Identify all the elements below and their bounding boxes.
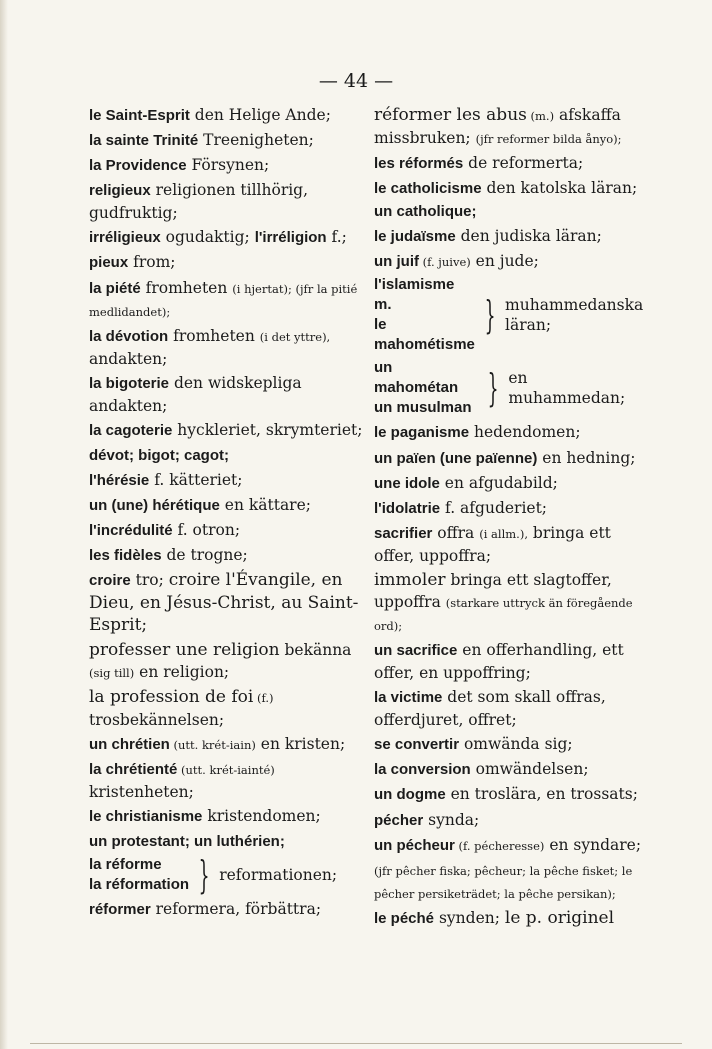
dictionary-entry: [374, 783, 646, 806]
translation: det som skall offras, offerdjuret, offret;: [374, 688, 606, 730]
french-phrase: immoler: [374, 569, 446, 590]
translation: den Helige Ande;: [189, 106, 331, 124]
headword: la chrétienté: [89, 760, 178, 778]
dictionary-entry: [89, 444, 364, 467]
dictionary-entry: [89, 419, 364, 442]
translation: reformationen;: [219, 866, 338, 885]
brace-terms: [89, 855, 189, 895]
dictionary-entry: [374, 733, 646, 756]
usage-note: (utt. krét-iain): [169, 737, 256, 752]
translation: omwända sig;: [459, 735, 573, 754]
headword: un dogme: [374, 786, 446, 804]
headword: un catholique;: [374, 203, 477, 221]
translation: en jude;: [470, 252, 539, 271]
headword: la Providence: [89, 157, 187, 175]
dictionary-entry: [374, 472, 646, 495]
translation: muhammedanska läran;: [505, 296, 644, 335]
dictionary-entry: [89, 469, 364, 492]
dictionary-entry: [374, 639, 646, 684]
dictionary-entry: [89, 372, 364, 417]
dictionary-entry: [89, 544, 364, 567]
headword: un musulman: [374, 399, 472, 417]
usage-note: (i det yttre),: [259, 329, 331, 344]
headword: l'irréligion: [254, 229, 327, 247]
dictionary-entry: [374, 907, 646, 930]
translation: f.;: [326, 228, 347, 247]
translation: f. afguderiet;: [440, 498, 548, 517]
usage-note: (f. pécheresse): [454, 838, 545, 853]
usage-note: (starkare uttryck än föregående ord);: [374, 595, 633, 633]
translation: tro;: [130, 571, 169, 590]
translation: en kättare;: [219, 496, 311, 515]
dictionary-entry: [374, 569, 646, 637]
brace-terms: [374, 275, 475, 355]
headword: se convertir: [374, 736, 460, 754]
translation: from;: [128, 253, 176, 272]
curly-brace: }: [484, 293, 496, 338]
headword: le catholicisme: [374, 180, 482, 198]
usage-note: (f.): [253, 690, 274, 705]
french-phrase: croire l'Évangile, en Dieu, en Jésus-Christ, au Saint-Esprit;: [89, 570, 359, 636]
translation: en hedning;: [537, 448, 636, 467]
translation: fromheten: [140, 278, 233, 297]
dictionary-entry: [89, 758, 364, 803]
translation: de trogne;: [161, 546, 248, 565]
dictionary-entry: [89, 154, 364, 177]
page-edge: [0, 0, 8, 1049]
translation: trosbekännelsen;: [89, 710, 225, 729]
translation: en muhammedan;: [508, 369, 626, 408]
headword: un païen (une païenne): [374, 449, 538, 467]
usage-note: (jfr reformer bilda ånyo);: [475, 132, 622, 146]
translation: en religion;: [134, 662, 230, 681]
translation: offra: [432, 523, 480, 542]
translation: en syndare;: [544, 835, 642, 854]
dictionary-entry: [89, 179, 364, 224]
headword: un pécheur: [374, 836, 455, 854]
translation: hedendomen;: [469, 423, 581, 442]
headword: un (une) hérétique: [89, 497, 220, 515]
brace-terms: [374, 358, 478, 418]
headword: dévot; bigot; cagot;: [89, 446, 229, 464]
headword: la réformation: [89, 876, 190, 894]
headword: le judaïsme: [374, 228, 456, 246]
usage-note: (sig till): [89, 665, 135, 680]
translation: Treenigheten;: [198, 131, 314, 150]
dictionary-entry: [374, 497, 646, 520]
french-phrase: la profession de foi: [89, 686, 254, 707]
headword: l'hérésie: [89, 472, 150, 490]
translation: ogudaktig;: [160, 228, 255, 247]
headword: l'idolatrie: [374, 499, 441, 517]
headword: le paganisme: [374, 424, 470, 442]
translation: en troslära, en trossats;: [445, 785, 638, 804]
usage-note: (f. juive): [419, 255, 471, 270]
headword: l'islamisme m.: [374, 276, 455, 314]
left-column: [89, 104, 364, 923]
dictionary-entry: [374, 809, 646, 832]
translation: den widskepliga andakten;: [89, 373, 302, 415]
headword: l'incrédulité: [89, 522, 173, 540]
translation: en kristen;: [255, 734, 346, 753]
translation: omwändelsen;: [470, 760, 589, 779]
headword: sacrifier: [374, 524, 433, 542]
translation: en offerhandling, ett offer, en uppoffring;: [374, 641, 624, 683]
brace-entry-group: [374, 275, 646, 355]
dictionary-entry: [89, 805, 364, 828]
translation: den katolska läran;: [481, 179, 638, 198]
brace-entry-group: [374, 358, 646, 418]
dictionary-entry: [89, 519, 364, 542]
headword: la réforme: [89, 856, 162, 874]
dictionary-entry: [374, 177, 646, 223]
usage-note: (i hjertat); (jfr la pitié medlidandet);: [89, 281, 358, 319]
headword: irréligieux: [89, 229, 161, 247]
dictionary-entry: [374, 686, 646, 731]
right-column: [374, 104, 646, 932]
dictionary-entry: [374, 104, 646, 150]
headword: réformer: [89, 901, 151, 919]
translation: en afgudabild;: [439, 473, 558, 492]
dictionary-entry: [374, 834, 646, 857]
headword: les réformés: [374, 155, 464, 173]
headword: la sainte Trinité: [89, 132, 199, 150]
french-phrase: réformer les abus: [374, 105, 527, 125]
curly-brace: }: [487, 366, 499, 411]
dictionary-entry: [89, 277, 364, 323]
translation: andakten;: [89, 349, 168, 368]
translation: bringa ett slagtoffer, uppoffra: [374, 570, 612, 611]
headword: un chrétien: [89, 735, 170, 753]
headword: le péché: [374, 909, 435, 927]
page-bottom-rule: [30, 1043, 682, 1044]
headword: le Saint-Esprit: [89, 107, 190, 124]
translation: kristenheten;: [89, 782, 194, 801]
translation: religionen tillhörig, gudfruktig;: [89, 181, 309, 223]
headword: croire: [89, 572, 131, 590]
dictionary-entry: [89, 898, 364, 921]
headword: la cagoterie: [89, 421, 173, 439]
translation: kristendomen;: [202, 806, 321, 825]
dictionary-entry: [89, 129, 364, 152]
dictionary-entry: [89, 569, 364, 636]
headword: les fidèles: [89, 547, 162, 565]
translation: hyckleriet, skrymteriet;: [172, 420, 363, 439]
usage-note: (m.): [526, 109, 555, 123]
headword: une idole: [374, 474, 440, 492]
translation: de reformerta;: [463, 154, 584, 173]
page-number: — 44 —: [318, 70, 394, 92]
dictionary-entry: [374, 447, 646, 470]
dictionary-entry: [374, 152, 646, 175]
headword: la conversion: [374, 761, 471, 779]
usage-note: (jfr pêcher fiska; pêcheur; la pêche fisket; le pêcher persiketrädet; la pêche persikan);: [374, 863, 633, 901]
translation: synda;: [423, 810, 480, 829]
headword: un sacrifice: [374, 642, 458, 660]
headword: le mahométisme: [374, 316, 475, 354]
dictionary-entry: [89, 639, 364, 684]
translation: fromheten: [168, 326, 260, 345]
dictionary-entry: [374, 859, 646, 905]
headword: le christianisme: [89, 807, 203, 825]
dictionary-entry: [89, 733, 364, 756]
translation: synden;: [434, 908, 505, 927]
headword: la victime: [374, 689, 443, 707]
translation: f. kätteriet;: [149, 471, 243, 490]
translation: afskaffa missbruken;: [374, 106, 621, 147]
headword: un mahométan: [374, 359, 459, 397]
translation: Försynen;: [186, 156, 270, 175]
dictionary-entry: [89, 830, 364, 853]
headword: la dévotion: [89, 327, 169, 345]
dictionary-entry: [89, 325, 364, 370]
headword: pécher: [374, 811, 424, 829]
brace-entry-group: [89, 853, 364, 898]
usage-note: (utt. krét-iainté): [177, 762, 275, 777]
dictionary-entry: [89, 686, 364, 731]
french-phrase: professer une religion: [89, 639, 280, 660]
headword: la piété: [89, 279, 141, 297]
translation: bringa ett offer, uppoffra;: [374, 523, 611, 565]
translation: bekänna: [279, 640, 352, 659]
dictionary-entry: [89, 494, 364, 517]
french-phrase: le p. originel: [504, 907, 615, 928]
dictionary-entry: [89, 251, 364, 274]
headword: la bigoterie: [89, 374, 170, 392]
translation: reformera, förbättra;: [150, 900, 322, 919]
dictionary-entry: [374, 225, 646, 248]
translation: den judiska läran;: [455, 227, 602, 246]
usage-note: (i allm.),: [479, 526, 528, 541]
dictionary-entry: [89, 226, 364, 249]
translation: f. otron;: [172, 521, 241, 540]
headword: religieux: [89, 182, 151, 200]
dictionary-entry: [374, 250, 646, 273]
dictionary-entry: [374, 522, 646, 567]
dictionary-entry: [89, 104, 364, 127]
headword: pieux: [89, 254, 129, 272]
headword: un juif: [374, 253, 419, 271]
headword: un protestant; un luthérien;: [89, 832, 285, 850]
dictionary-entry: [374, 421, 646, 444]
curly-brace: }: [198, 853, 210, 898]
dictionary-entry: [374, 758, 646, 781]
